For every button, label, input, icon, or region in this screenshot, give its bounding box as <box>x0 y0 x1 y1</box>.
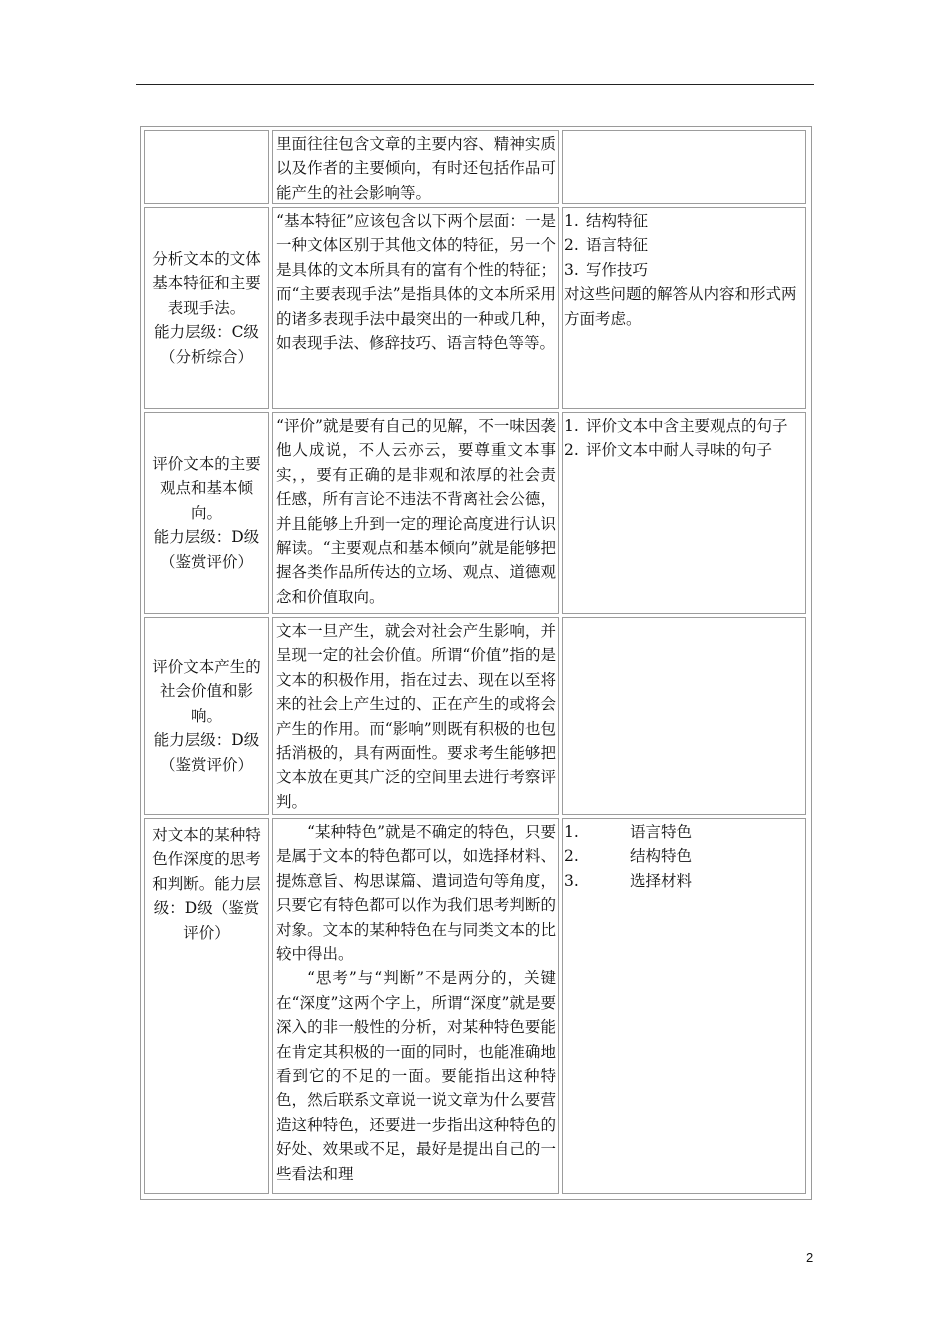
explanation-text: “基本特征”应该包含以下两个层面：一是一种文体区别于其他文体的特征，另一个是具体的文本所具有的富有个性的特征；而“主要表现手法”是指具体的文本所采用的诸多表现手法中最突出的一种或几种，如表现手法、修辞技巧、语言特色等等。 <box>276 212 556 353</box>
ability-cell <box>144 207 269 409</box>
table-row <box>141 412 811 614</box>
ability-cell <box>144 130 269 204</box>
ability-level: 能力层级：D级（鉴赏评价） <box>153 528 260 571</box>
explanation-cell <box>272 412 559 614</box>
answer-note: 对这些问题的解答从内容和形式两方面考虑。 <box>564 285 797 328</box>
ability-level: 能力层级：C级（分析综合） <box>154 323 259 366</box>
ability-description: 对文本的某种特色作深度的思考和判断。能力层级：D级（鉴赏评价） <box>152 826 261 942</box>
explanation-text: 里面往往包含文章的主要内容、精神实质以及作者的主要倾向，有时还包括作品可能产生的社会影响等。 <box>276 135 556 202</box>
question-type-cell <box>562 130 806 204</box>
table-row <box>141 207 811 409</box>
ability-level: 能力层级：D级（鉴赏评价） <box>153 731 260 774</box>
question-type-cell <box>562 617 806 815</box>
table-row <box>141 818 811 1194</box>
page-number: 2 <box>806 1250 814 1265</box>
list-item: 2. 结构特色 <box>564 847 693 866</box>
explanation-cell <box>272 207 559 409</box>
list-item: 2. 语言特征 <box>564 236 649 255</box>
content-table <box>140 126 812 1200</box>
question-type-cell <box>562 412 806 614</box>
table-row <box>141 617 811 815</box>
header-rule <box>136 84 814 85</box>
explanation-text: “思考”与“判断”不是两分的，关键在“深度”这两个字上，所谓“深度”就是要深入的非一般性的分析，对某种特色要能在肯定其积极的一面的同时，也能准确地看到它的不足的一面。要能指出这种特色，然后联系文章说一说文章为什么要营造这种特色，还要进一步指出这种特色的好处、效果或不足，最好是提出自己的一些看法和理 <box>276 969 556 1183</box>
ability-description: 分析文本的文体基本特征和主要表现手法。 <box>152 249 261 317</box>
ability-cell <box>144 617 269 815</box>
question-type-cell <box>562 818 806 1194</box>
ability-cell <box>144 818 269 1194</box>
list-item: 1. 结构特征 <box>564 212 649 230</box>
question-type-cell <box>562 207 806 409</box>
explanation-cell <box>272 617 559 815</box>
list-item: 2. 评价文本中耐人寻味的句子 <box>564 441 773 460</box>
list-item: 3. 选择材料 <box>564 871 693 890</box>
explanation-cell <box>272 130 559 204</box>
explanation-cell <box>272 818 559 1194</box>
list-item: 1. 评价文本中含主要观点的句子 <box>564 417 788 435</box>
list-item: 3. 写作技巧 <box>564 260 649 279</box>
explanation-text: 文本一旦产生，就会对社会产生影响，并呈现一定的社会价值。所谓“价值”指的是文本的积极作用，指在过去、现在以至将来的社会上产生过的、正在产生的或将会产生的作用。而“影响”则既有积极的也包括消极的，具有两面性。要求考生能够把文本放在更其广泛的空间里去进行考察评判。 <box>276 622 556 811</box>
table-row <box>141 130 811 204</box>
explanation-text: “评价”就是要有自己的见解，不一味因袭他人成说，不人云亦云，要尊重文本事实，，要有正确的是非观和浓厚的社会责任感，所有言论不违法不背离社会公德，并且能够上升到一定的理论高度进行认识解读。“主要观点和基本倾向”就是能够把握各类作品所传达的立场、观点、道德观念和价值取向。 <box>276 417 556 606</box>
list-item: 1. 语言特色 <box>564 823 693 841</box>
ability-description: 评价文本产生的社会价值和影响。 <box>152 657 261 725</box>
ability-cell <box>144 412 269 614</box>
ability-description: 评价文本的主要观点和基本倾向。 <box>152 454 261 522</box>
explanation-text: “某种特色”就是不确定的特色，只要是属于文本的特色都可以，如选择材料、提炼意旨、构思谋篇、遣词造句等角度，只要它有特色都可以作为我们思考判断的对象。文本的某种特色在与同类文本的比较中得出。 <box>276 823 556 964</box>
